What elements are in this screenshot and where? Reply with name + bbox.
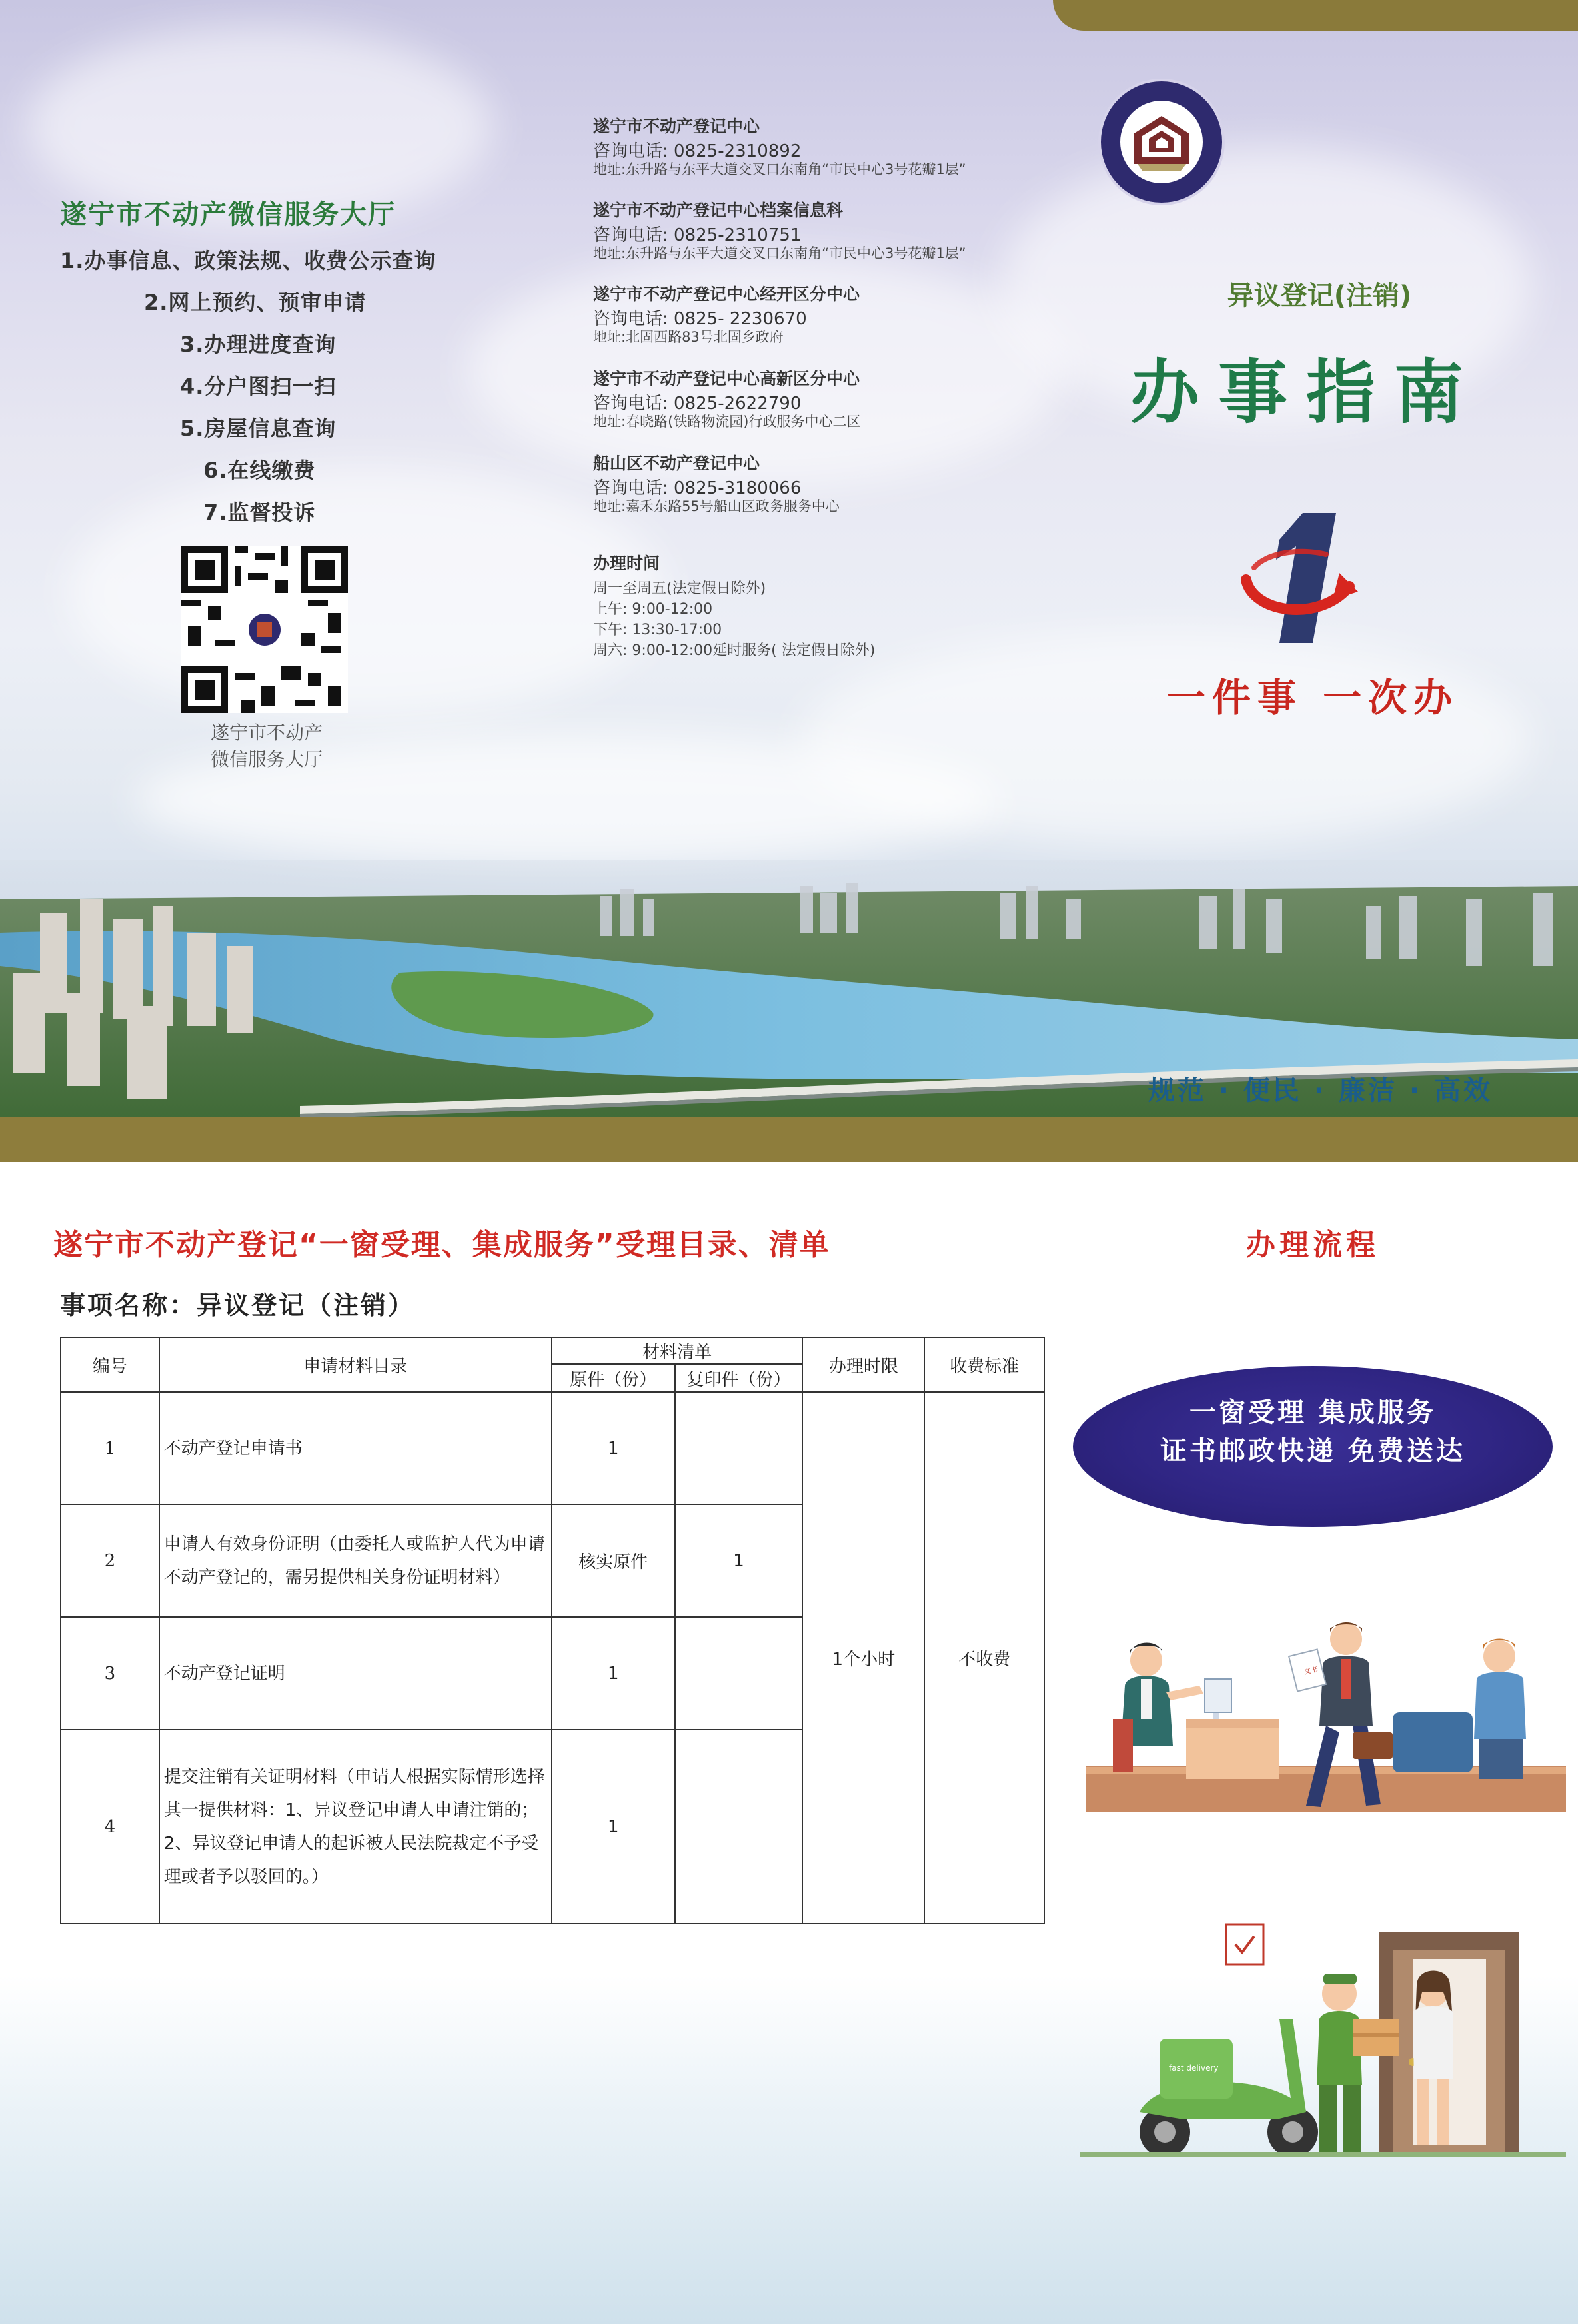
row-material: 申请人有效身份证明（由委托人或监护人代为申请不动产登记的，需另提供相关身份证明材料） — [159, 1504, 552, 1617]
office-address: 地址:嘉禾东路55号船山区政务服务中心 — [593, 498, 840, 514]
row-copy: 1 — [675, 1504, 803, 1617]
oval-line-1: 一窗受理 集成服务 — [1189, 1397, 1436, 1428]
table-row — [61, 1392, 1044, 1504]
qr-caption-line-1: 遂宁市不动产 — [210, 722, 323, 744]
guide-title: 办事指南 — [1130, 352, 1482, 433]
row-original: 1 — [552, 1392, 675, 1504]
row-material: 不动产登记申请书 — [159, 1392, 552, 1504]
gold-footer-strip — [0, 1117, 1578, 1162]
header-list: 材料清单 — [552, 1337, 803, 1364]
row-original: 1 — [552, 1617, 675, 1730]
courier-delivery-illustration — [1080, 1919, 1566, 2172]
office-name: 遂宁市不动产登记中心档案信息科 — [593, 201, 844, 220]
process-title: 办理流程 — [1246, 1228, 1379, 1262]
materials-table — [60, 1337, 1045, 1924]
gold-corner-band — [1053, 0, 1578, 31]
service-item-2: 2.网上预约、预审申请 — [144, 290, 367, 315]
header-copy: 复印件（份） — [675, 1364, 803, 1392]
row-original: 核实原件 — [552, 1504, 675, 1617]
header-original: 原件（份） — [552, 1364, 675, 1392]
header-time: 办理时限 — [802, 1337, 924, 1392]
service-item-3: 3.办理进度查询 — [180, 332, 337, 357]
row-no: 2 — [61, 1504, 159, 1617]
row-copy — [675, 1392, 803, 1504]
document-label: 文书 — [1302, 1664, 1319, 1677]
office-name: 遂宁市不动产登记中心经开区分中心 — [593, 285, 860, 304]
office-address: 地址:东升路与东平大道交叉口东南角“市民中心3号花瓣1层” — [593, 245, 966, 261]
service-item-1: 1.办事信息、政策法规、收费公示查询 — [60, 248, 436, 273]
office-hours-line: 周一至周五(法定假日除外) — [593, 580, 766, 597]
row-no: 4 — [61, 1730, 159, 1924]
fee-standard: 不收费 — [924, 1392, 1044, 1924]
office-phone: 咨询电话: 0825-2310751 — [593, 225, 802, 245]
office-address: 地址:春晓路(铁路物流园)行政服务中心二区 — [593, 414, 861, 430]
delivery-box-label: fast delivery — [1169, 2063, 1219, 2073]
item-name: 事项名称：异议登记（注销） — [60, 1291, 416, 1320]
office-address: 地址:东升路与东平大道交叉口东南角“市民中心3号花瓣1层” — [593, 161, 966, 177]
real-estate-registration-logo — [1098, 79, 1225, 205]
qr-caption-line-2: 微信服务大厅 — [210, 748, 323, 770]
office-hours-line: 上午: 9:00-12:00 — [593, 601, 713, 618]
office-name: 遂宁市不动产登记中心 — [593, 117, 760, 136]
catalog-title: 遂宁市不动产登记“一窗受理、集成服务”受理目录、清单 — [53, 1228, 830, 1262]
row-material: 提交注销有关证明材料（申请人根据实际情形选择其一提供材料：1、异议登记申请人申请注销的；2、异议登记申请人的起诉被人民法院裁定不予受理或者予以驳回的。） — [159, 1730, 552, 1924]
number-one-arrow-icon — [1239, 506, 1359, 653]
service-item-5: 5.房屋信息查询 — [180, 416, 337, 441]
table-header-row — [61, 1337, 1044, 1364]
office-hours-line: 周六: 9:00-12:00延时服务( 法定假日除外) — [593, 642, 876, 659]
service-item-4: 4.分户图扫一扫 — [180, 374, 337, 399]
office-phone: 咨询电话: 0825-2310892 — [593, 141, 802, 161]
row-no: 3 — [61, 1617, 159, 1730]
counter-service-illustration — [1086, 1612, 1566, 1826]
row-no: 1 — [61, 1392, 159, 1504]
service-motto: 规范 · 便民 · 廉洁 · 高效 — [1148, 1075, 1493, 1106]
header-no: 编号 — [61, 1337, 159, 1392]
guide-subtitle: 异议登记(注销) — [1227, 281, 1412, 311]
row-material: 不动产登记证明 — [159, 1617, 552, 1730]
office-phone: 咨询电话: 0825-3180066 — [593, 478, 802, 498]
one-stop-slogan: 一件事 一次办 — [1166, 675, 1459, 720]
service-item-7: 7.监督投诉 — [203, 500, 316, 525]
header-materials: 申请材料目录 — [159, 1337, 552, 1392]
header-fee: 收费标准 — [924, 1337, 1044, 1392]
office-address: 地址:北固西路83号北固乡政府 — [593, 329, 784, 345]
row-copy — [675, 1730, 803, 1924]
office-phone: 咨询电话: 0825- 2230670 — [593, 309, 807, 329]
office-phone: 咨询电话: 0825-2622790 — [593, 394, 802, 414]
office-hours-line: 下午: 13:30-17:00 — [593, 622, 722, 638]
wechat-hall-title: 遂宁市不动产微信服务大厅 — [60, 199, 396, 230]
service-item-6: 6.在线缴费 — [203, 458, 316, 483]
processing-time: 1个小时 — [802, 1392, 924, 1924]
row-original: 1 — [552, 1730, 675, 1924]
wechat-qr-code[interactable] — [181, 546, 348, 713]
cloud — [67, 466, 666, 720]
office-name: 船山区不动产登记中心 — [593, 454, 760, 473]
office-name: 遂宁市不动产登记中心高新区分中心 — [593, 369, 860, 388]
row-copy — [675, 1617, 803, 1730]
office-hours-title: 办理时间 — [593, 554, 660, 573]
oval-line-2: 证书邮政快递 免费送达 — [1160, 1436, 1465, 1466]
